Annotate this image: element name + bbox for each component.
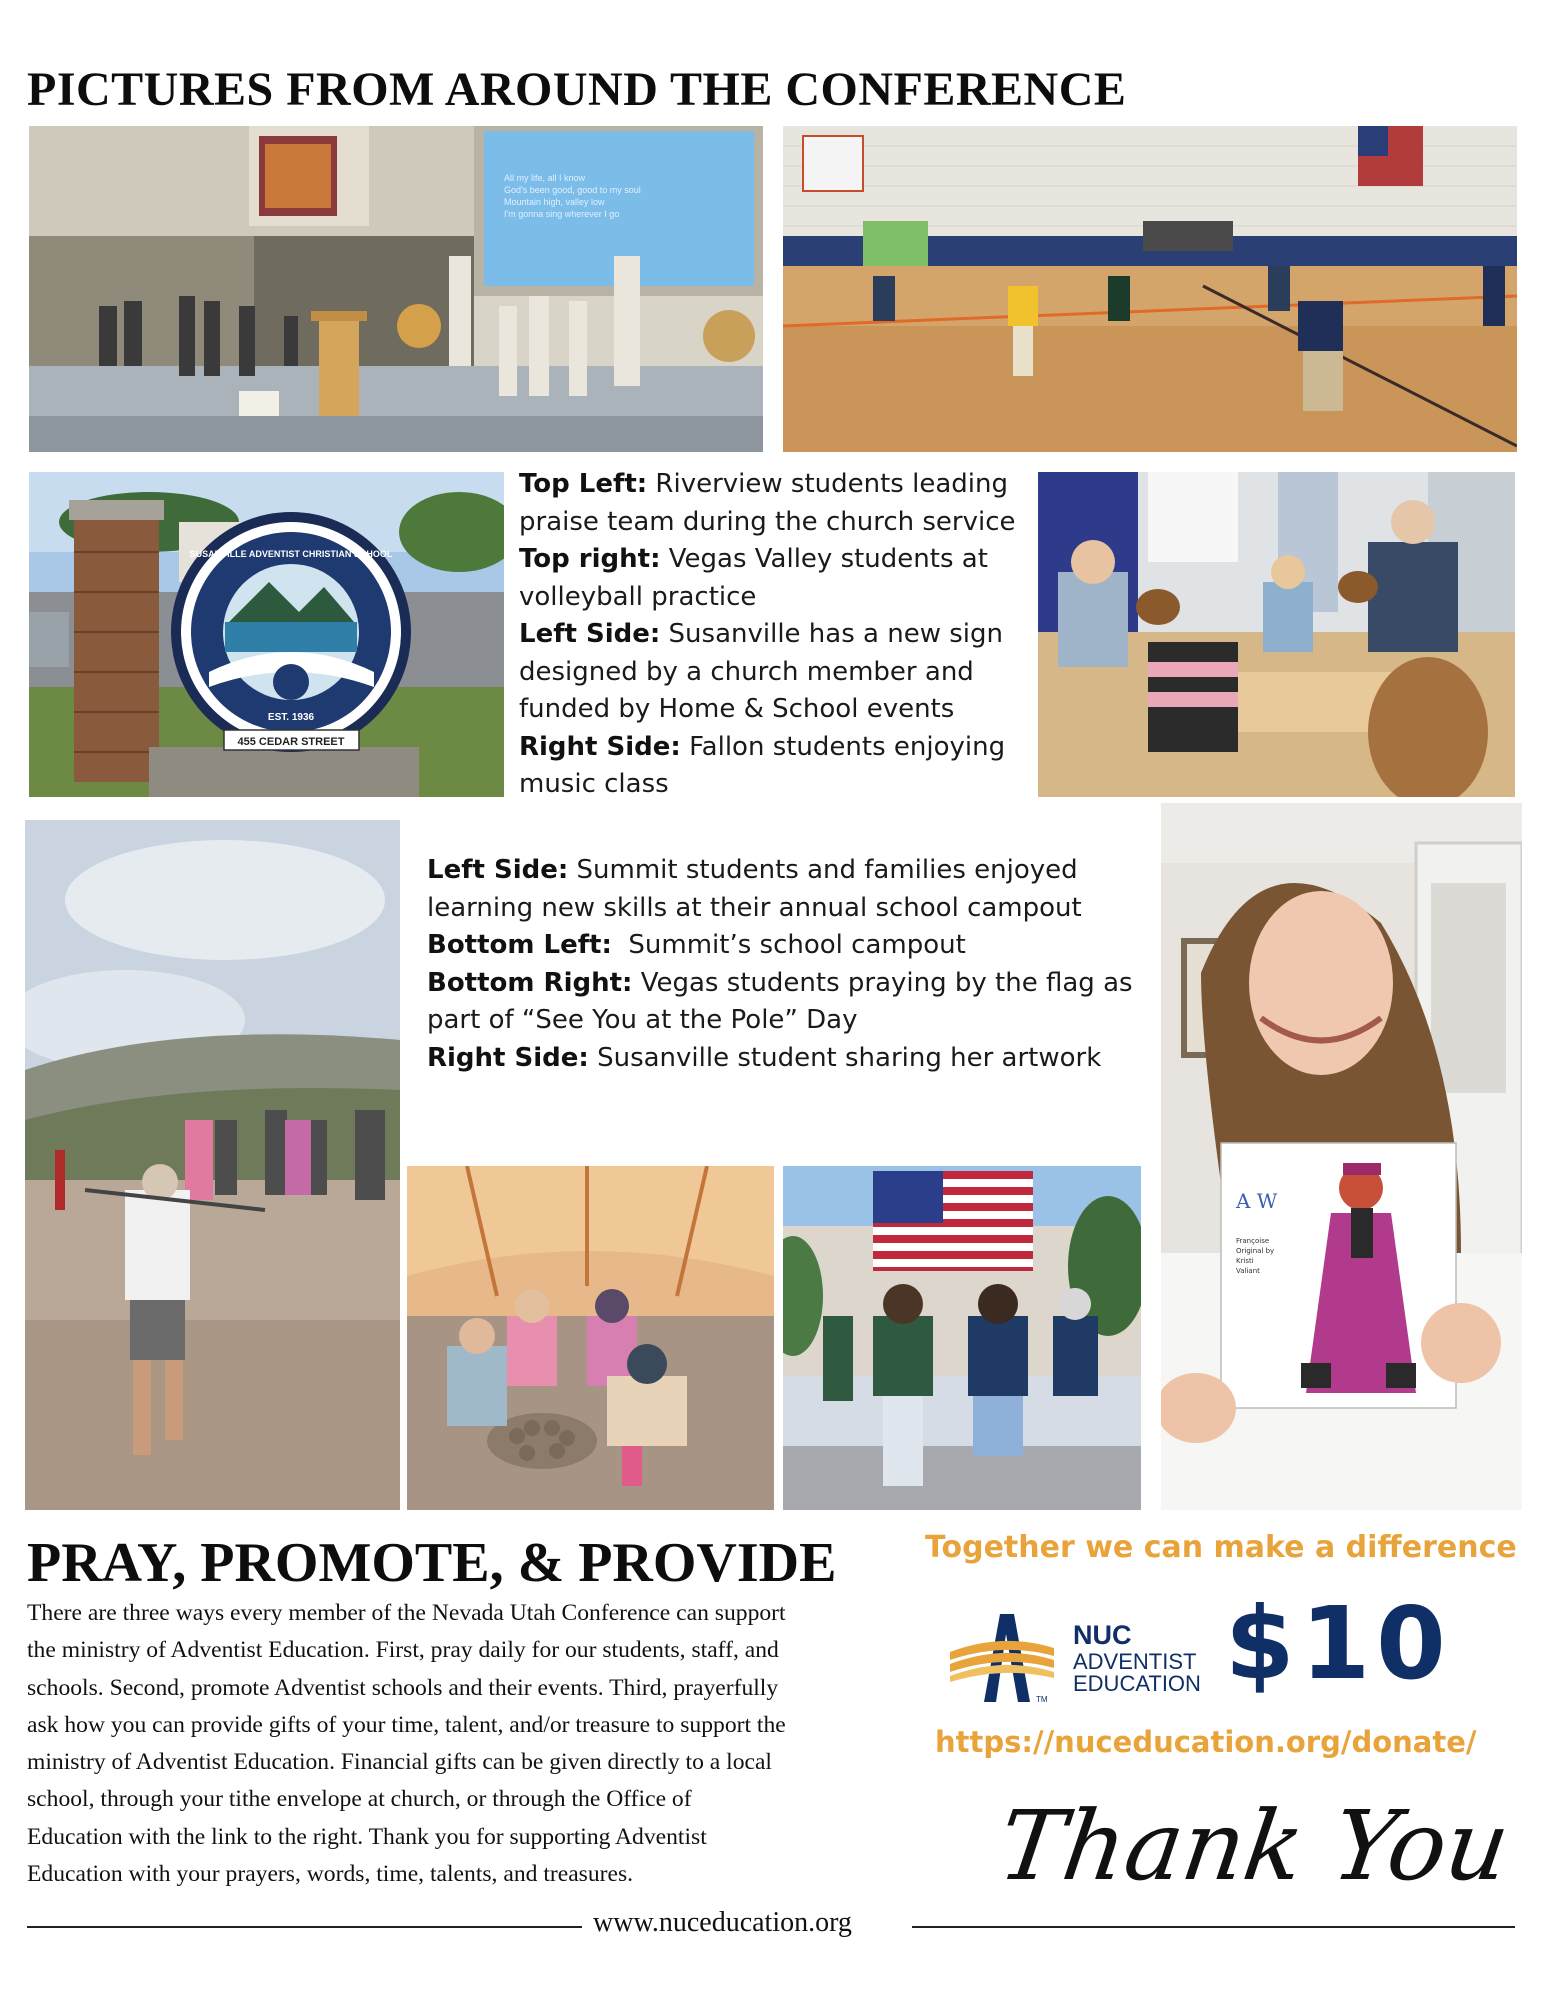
caption-line: designed by a church member and (519, 656, 974, 687)
caption-line: Right Side: Susanville student sharing her artwork (427, 1042, 1102, 1073)
caption-line: Bottom Right: Vegas students praying by the flag as (427, 967, 1133, 998)
paragraph-line: the ministry of Adventist Education. First, pray daily for our students, staff, and (27, 1637, 779, 1664)
photo-susanville-sign (29, 472, 504, 797)
sign-address: 455 CEDAR STREET (237, 736, 345, 748)
paragraph-line: ministry of Adventist Education. Financial gifts can be given directly to a local (27, 1749, 772, 1776)
artwork-caption-3: Kristi (1236, 1257, 1254, 1265)
photo-vegas-valley-volleyball (783, 126, 1517, 452)
caption-bottom-photos (427, 852, 1133, 1077)
page-title: PICTURES FROM AROUND THE CONFERENCE (27, 63, 1127, 116)
logo-adventist-text: ADVENTIST (1073, 1649, 1197, 1674)
artwork-caption-2: Original by (1236, 1247, 1275, 1255)
logo-education-text: EDUCATION (1073, 1671, 1201, 1696)
artwork-caption-4: Valiant (1236, 1267, 1260, 1275)
footer-rule-right (912, 1926, 1515, 1928)
donate-link[interactable]: https://nuceducation.org/donate/ (935, 1725, 1477, 1759)
caption-top-photos (519, 466, 1016, 804)
paragraph-line: schools. Second, promote Adventist schools and their events. Third, prayerfully (27, 1674, 779, 1701)
caption-line: volleyball practice (519, 581, 757, 612)
support-paragraph (27, 1595, 927, 1893)
caption-line: part of “See You at the Pole” Day (427, 1005, 858, 1035)
nuc-logo-icon (948, 1612, 1056, 1704)
caption-line: Bottom Left: Summit’s school campout (427, 930, 966, 960)
photo-fallon-music-class (1038, 472, 1515, 797)
screen-line-3: Mountain high, valley low (504, 197, 605, 207)
logo-nuc-text: NUC (1073, 1620, 1132, 1650)
caption-line: funded by Home & School events (519, 694, 955, 724)
caption-line: Top right: Vegas Valley students at (519, 544, 988, 574)
footer-rule-left (27, 1926, 582, 1928)
caption-line: music class (519, 769, 669, 799)
donation-tagline: Together we can make a difference (925, 1530, 1517, 1565)
paragraph-line: There are three ways every member of the Nevada Utah Conference can support (27, 1600, 786, 1626)
caption-line: Right Side: Fallon students enjoying (519, 731, 1006, 762)
sign-arc-text: SUSANVILLE ADVENTIST CHRISTIAN SCHOOL (189, 549, 393, 559)
photo-susanville-student-artwork (1161, 803, 1522, 1510)
caption-line: learning new skills at their annual school campout (427, 892, 1082, 923)
photo-riverview-praise-team (29, 126, 763, 452)
footer-website-link[interactable]: www.nuceducation.org (593, 1907, 852, 1938)
photo-vegas-see-you-at-the-pole (783, 1166, 1141, 1510)
paragraph-line: ask how you can provide gifts of your time, talent, and/or treasure to support the (27, 1711, 786, 1738)
paragraph-line: Education with the link to the right. Thank you for supporting Adventist (27, 1823, 707, 1850)
logo-tm: TM (1036, 1695, 1048, 1704)
caption-line: praise team during the church service (519, 506, 1016, 537)
caption-line: Top Left: Riverview students leading (519, 469, 1008, 499)
sign-est: EST. 1936 (267, 712, 315, 723)
photo-summit-campout-tent (407, 1166, 774, 1510)
caption-line: Left Side: Susanville has a new sign (519, 619, 1003, 649)
paragraph-line: Education with your prayers, words, time, talents, and treasures. (27, 1861, 634, 1888)
pray-promote-provide-heading: PRAY, PROMOTE, & PROVIDE (27, 1532, 837, 1594)
screen-line-4: I'm gonna sing wherever I go (504, 209, 620, 219)
thank-you-script: Thank You (992, 1790, 1517, 1902)
artwork-caption-1: Françoise (1236, 1237, 1270, 1245)
photo-summit-campout-archery (25, 820, 400, 1510)
paragraph-line: school, through your tithe envelope at church, or through the Office of (27, 1786, 692, 1813)
artwork-initials: A W (1236, 1189, 1278, 1213)
screen-line-2: God's been good, good to my soul (504, 185, 641, 195)
screen-line-1: All my life, all I know (504, 173, 586, 183)
donation-amount: $10 (1225, 1585, 1452, 1702)
caption-line: Left Side: Summit students and families enjoyed (427, 855, 1078, 885)
